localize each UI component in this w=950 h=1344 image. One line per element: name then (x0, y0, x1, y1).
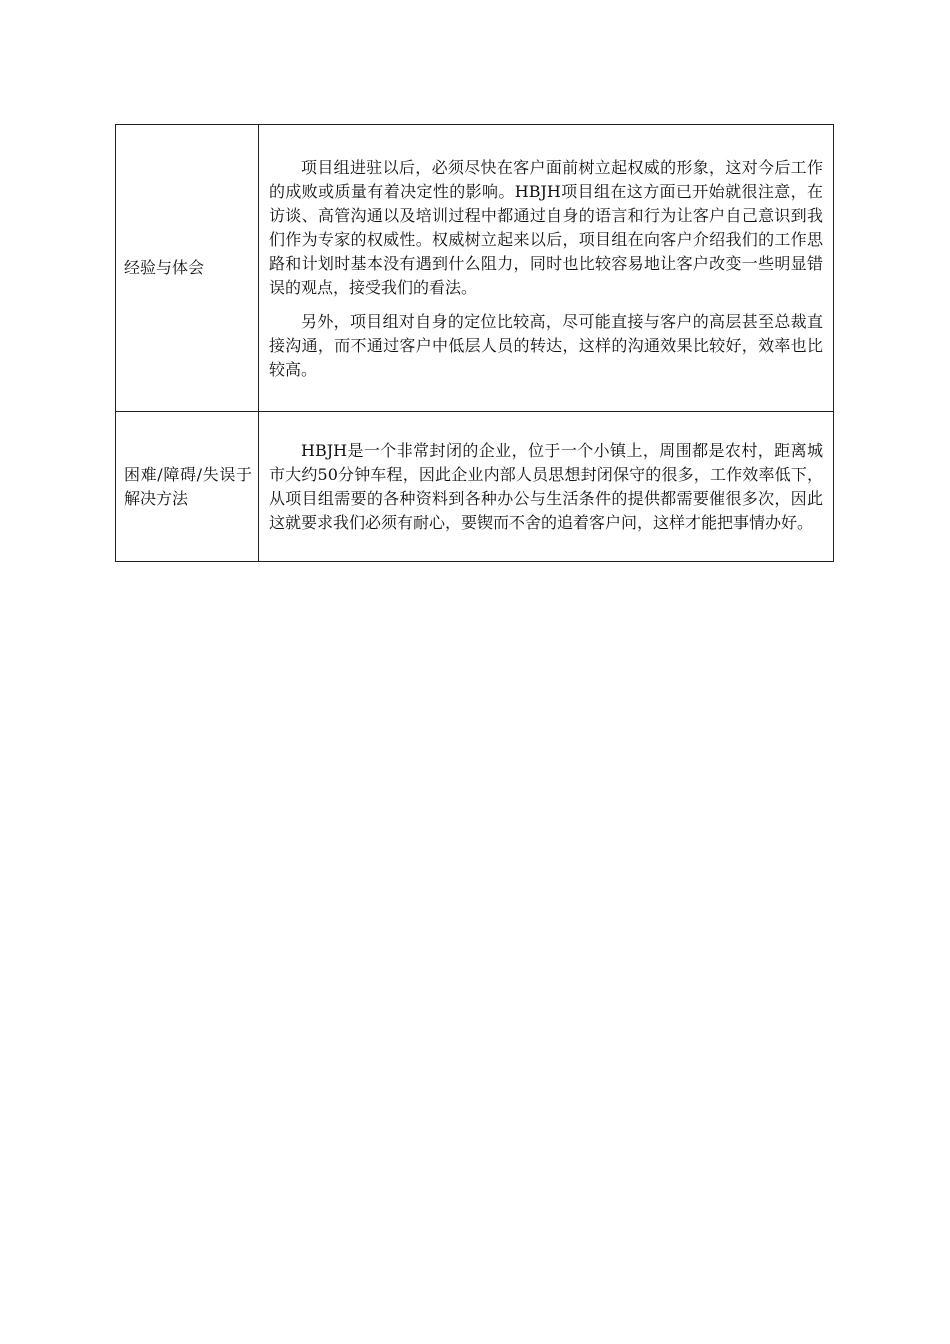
paragraph-positioning: 另外，项目组对自身的定位比较高，尽可能直接与客户的高层甚至总裁直接沟通，而不通过客户中低层人员的转达，这样的沟通效果比较好，效率也比较高。 (269, 311, 823, 379)
report-table (115, 124, 834, 562)
row-content-difficulties (259, 412, 834, 562)
row-label-difficulties: 困难/障碍/失误于解决方法 (116, 412, 259, 562)
table-row-experience (116, 125, 834, 412)
paragraph-authority: 项目组进驻以后，必须尽快在客户面前树立起权威的形象，这对今后工作的成败或质量有着决定性的影响。HBJH项目组在这方面已开始就很注意，在访谈、高管沟通以及培训过程中都通过自身的语言和行为让客户自己意识到我们作为专家的权威性。权威树立起来以后，项目组在向客户介绍我们的工作思路和计划时基本没有遇到什么阻力，同时也比较容易地让客户改变一些明显错误的观点，接受我们的看法。 (269, 157, 823, 297)
table-row-difficulties (116, 412, 834, 562)
row-label-experience: 经验与体会 (116, 125, 259, 412)
paragraph-closed-enterprise: HBJH是一个非常封闭的企业，位于一个小镇上，周围都是农村，距离城市大约50分钟车程，因此企业内部人员思想封闭保守的很多，工作效率低下，从项目组需要的各种资料到各种办公与生活条件的提供都需要催很多次，因此这就要求我们必须有耐心，要锲而不舍的追着客户问，这样才能把事情办好。 (269, 441, 823, 532)
row-content-experience (259, 125, 834, 412)
